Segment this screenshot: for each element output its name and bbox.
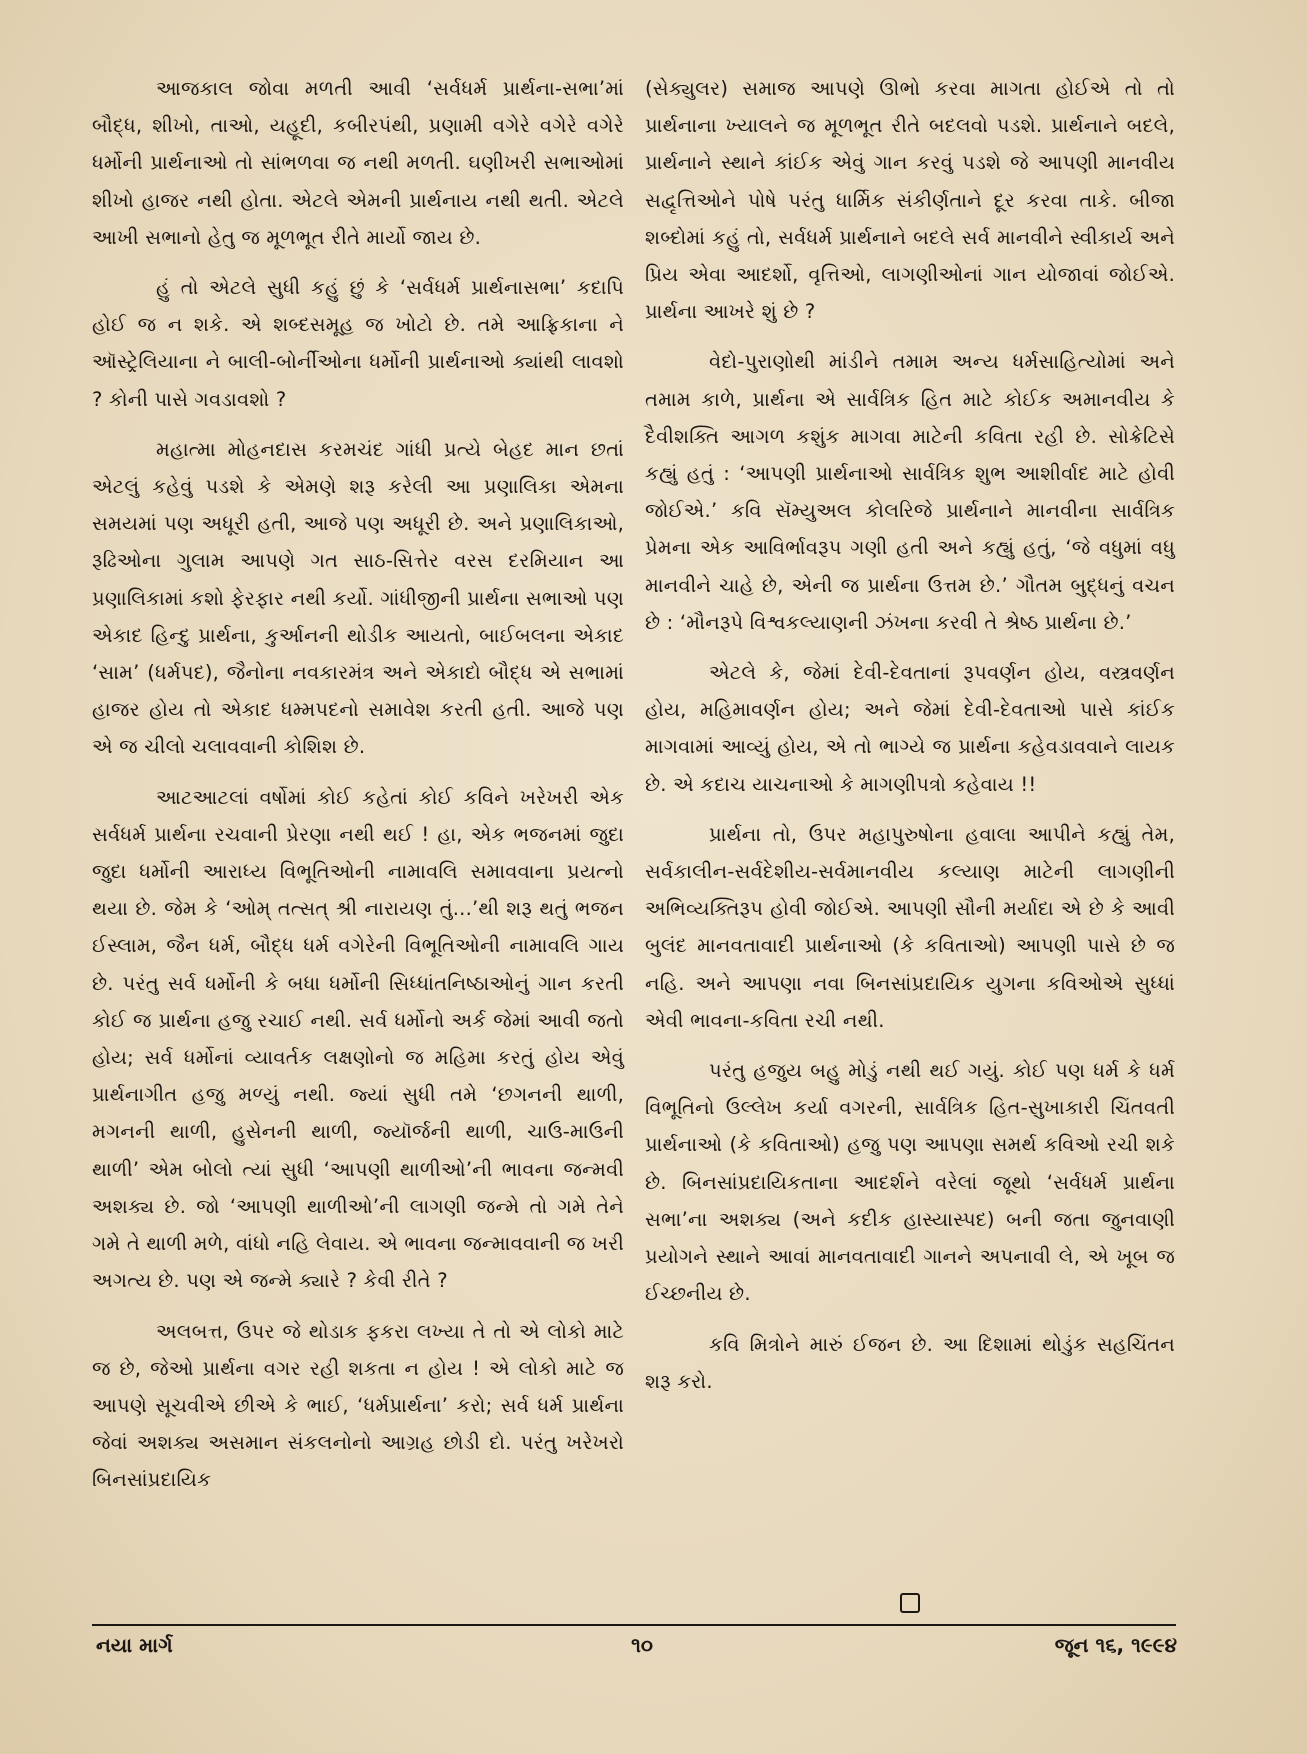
paragraph: આજકાલ જોવા મળતી આવી ‘સર્વધર્મ પ્રાર્થના-સભા’માં બૌદ્ધ, શીખો, તાઓ, યહૂદી, કબીરપંથી, પ્રણામી વગેરે વગેરે વગેરે ધર્મોની પ્રાર્થનાઓ તો સાંભળવા જ નથી મળતી. ઘણીખરી સભાઓમાં શીખો હાજર નથી હોતા. એટલે એમની પ્રાર્થનાય નથી થતી. એટલે આખી સભાનો હેતુ જ મૂળભૂત રીતે માર્યો જાય છે. — [92, 77, 624, 249]
paragraph: આટઆટલાં વર્ષોમાં કોઈ કહેતાં કોઈ કવિને ખરેખરી એક સર્વધર્મ પ્રાર્થના રચવાની પ્રેરણા નથી થઈ ! હા, એક ભજનમાં જુદા જુદા ધર્મોની આરાધ્ય વિભૂતિઓની નામાવલિ સમાવવાના પ્રયત્નો થયા છે. જેમ કે ‘ઓમ્ તત્સત્ શ્રી નારાયણ તું...’થી શરૂ થતું ભજન ઈસ્લામ, જૈન ધર્મ, બૌદ્ધ ધર્મ વગેરેની વિભૂતિઓની નામાવલિ ગાય છે. પરંતુ સર્વ ધર્મોની કે બધા ધર્મોની સિધ્ધાંતનિષ્ઠાઓનું ગાન કરતી કોઈ જ પ્રાર્થના હજુ રચાઈ નથી. સર્વ ધર્મોનો અર્ક જેમાં આવી જતો હોય; સર્વ ધર્મોનાં વ્યાવર્તક લક્ષણોનો જ મહિમા કરતું હોય એવું પ્રાર્થનાગીત હજુ મળ્યું નથી. જ્યાં સુધી તમે ‘છગનની થાળી, મગનની થાળી, હુસેનની થાળી, જ્યૉર્જની થાળી, ચાઉ-માઉની થાળી’ એમ બોલો ત્યાં સુધી ‘આપણી થાળીઓ’ની ભાવના જન્મવી અશક્ય છે. જો ‘આપણી થાળીઓ’ની લાગણી જન્મે તો ગમે તેને ગમે તે થાળી મળે, વાંધો નહિ લેવાય. એ ભાવના જન્માવવાની જ ખરી અગત્ય છે. પણ એ જન્મે ક્યારે ? કેવી રીતે ? — [92, 785, 624, 1293]
paragraph-continuation: (સેક્યુલર) સમાજ આપણે ઊભો કરવા માગતા હોઈએ તો તો પ્રાર્થનાના ખ્યાલને જ મૂળભૂત રીતે બદલવો પડશે. પ્રાર્થનાને બદલે, પ્રાર્થનાને સ્થાને કાંઈક એવું ગાન કરવું પડશે જે આપણી માનવીય સદ્વૃત્તિઓને પોષે પરંતુ ધાર્મિક સંકીર્ણતાને દૂર કરવા તાકે. બીજા શબ્દોમાં કહું તો, સર્વધર્મ પ્રાર્થનાને બદલે સર્વ માનવીને સ્વીકાર્ય અને પ્રિય એવા આદર્શો, વૃત્તિઓ, લાગણીઓનાં ગાન યોજાવાં જોઈએ. પ્રાર્થના આખરે શું છે ? — [645, 77, 1175, 324]
end-of-article-square-icon — [900, 1593, 920, 1613]
paragraph: અલબત્ત, ઉપર જે થોડાક ફકરા લખ્યા તે તો એ લોકો માટે જ છે, જેઓ પ્રાર્થના વગર રહી શકતા ન હોય ! એ લોકો માટે જ આપણે સૂચવીએ છીએ કે ભાઈ, ‘ધર્મપ્રાર્થના’ કરો; સર્વ ધર્મ પ્રાર્થના જેવાં અશક્ય અસમાન સંકલનોનો આગ્રહ છોડી દો. પરંતુ ખરેખરો બિનસાંપ્રદાયિક — [92, 1319, 624, 1492]
right-column — [645, 70, 1175, 1413]
footer-divider — [92, 1624, 1176, 1626]
paragraph: પરંતુ હજુય બહુ મોડું નથી થઈ ગયું. કોઈ પણ ધર્મ કે ધર્મ વિભૂતિનો ઉલ્લેખ કર્યા વગરની, સાર્વત્રિક હિત-સુખાકારી ચિંતવતી પ્રાર્થનાઓ (કે કવિતાઓ) હજુ પણ આપણા સમર્થ કવિઓ રચી શકે છે. બિનસાંપ્રદાયિકતાના આદર્શને વરેલાં જૂથો ‘સર્વધર્મ પ્રાર્થના સભા’ના અશક્ય (અને કદીક હાસ્યાસ્પદ) બની જતા જુનવાણી પ્રયોગને સ્થાને આવાં માનવતાવાદી ગાનને અપનાવી લે, એ ખૂબ જ ઈચ્છનીય છે. — [645, 1059, 1175, 1306]
paragraph: પ્રાર્થના તો, ઉપર મહાપુરુષોના હવાલા આપીને કહ્યું તેમ, સર્વકાલીન-સર્વદેશીય-સર્વમાનવીય કલ્યાણ માટેની લાગણીની અભિવ્યક્તિરૂપ હોવી જોઈએ. આપણી સૌની મર્યાદા એ છે કે આવી બુલંદ માનવતાવાદી પ્રાર્થનાઓ (કે કવિતાઓ) આપણી પાસે છે જ નહિ. અને આપણા નવા બિનસાંપ્રદાયિક યુગના કવિઓએ સુધ્ધાં એવી ભાવના-કવિતા રચી નથી. — [645, 822, 1175, 1032]
page-number: ૧૦ — [631, 1633, 653, 1657]
paragraph: હું તો એટલે સુધી કહું છું કે ‘સર્વધર્મ પ્રાર્થનાસભા’ કદાપિ હોઈ જ ન શકે. એ શબ્દસમૂહ જ ખોટો છે. તમે આફ્રિકાના ને ઑસ્ટ્રેલિયાના ને બાલી-બોર્નીઓના ધર્મોની પ્રાર્થનાઓ ક્યાંથી લાવશો ? કોની પાસે ગવડાવશો ? — [92, 276, 624, 411]
paragraph: એટલે કે, જેમાં દેવી-દેવતાનાં રૂપવર્ણન હોય, વસ્ત્રવર્ણન હોય, મહિમાવર્ણન હોય; અને જેમાં દેવી-દેવતાઓ પાસે કાંઈક માગવામાં આવ્યું હોય, એ તો ભાગ્યે જ પ્રાર્થના કહેવડાવવાને લાયક છે. એ કદાચ યાચનાઓ કે માગણીપત્રો કહેવાય !! — [645, 661, 1175, 796]
issue-date: જૂન ૧૬, ૧૯૯૪ — [1054, 1633, 1177, 1657]
paragraph: વેદો-પુરાણોથી માંડીને તમામ અન્ય ધર્મસાહિત્યોમાં અને તમામ કાળે, પ્રાર્થના એ સાર્વત્રિક હિત માટે કોઈક અમાનવીય કે દૈવીશક્તિ આગળ કશુંક માગવા માટેની કવિતા રહી છે. સોક્રેટિસે કહ્યું હતું : ‘આપણી પ્રાર્થનાઓ સાર્વત્રિક શુભ આશીર્વાદ માટે હોવી જોઈએ.’ કવિ સૅમ્યુઅલ કોલરિજે પ્રાર્થનાને માનવીના સાર્વત્રિક પ્રેમના એક આવિર્ભાવરૂપ ગણી હતી અને કહ્યું હતું, ‘જે વધુમાં વધુ માનવીને ચાહે છે, એની જ પ્રાર્થના ઉત્તમ છે.’ ગૌતમ બુદ્ધનું વચન છે : ‘મૌનરૂપે વિશ્વકલ્યાણની ઝંખના કરવી તે શ્રેષ્ઠ પ્રાર્થના છે.’ — [645, 350, 1175, 634]
paragraph: કવિ મિત્રોને મારું ઈજન છે. આ દિશામાં થોડુંક સહચિંતન શરૂ કરો. — [645, 1332, 1175, 1393]
paragraph: મહાત્મા મોહનદાસ કરમચંદ ગાંધી પ્રત્યે બેહદ માન છતાં એટલું કહેવું પડશે કે એમણે શરૂ કરેલી આ પ્રણાલિકા એમના સમયમાં પણ અધૂરી હતી, આજે પણ અધૂરી છે. અને પ્રણાલિકાઓ, રૂઢિઓના ગુલામ આપણે ગત સાઠ-સિત્તેર વરસ દરમિયાન આ પ્રણાલિકામાં કશો ફેરફાર નથી કર્યો. ગાંધીજીની પ્રાર્થના સભાઓ પણ એકાદ હિન્દુ પ્રાર્થના, કુર્આનની થોડીક આયતો, બાઈબલના એકાદ ‘સામ’ (ધર્મપદ), જૈનોના નવકારમંત્ર અને એકાદો બૌદ્ધ એ સભામાં હાજર હોય તો એકાદ ધમ્મપદનો સમાવેશ કરતી હતી. આજે પણ એ જ ચીલો ચલાવવાની કોશિશ છે. — [92, 437, 624, 759]
publication-name: નયા માર્ગ — [96, 1633, 173, 1657]
left-column — [92, 70, 624, 1512]
